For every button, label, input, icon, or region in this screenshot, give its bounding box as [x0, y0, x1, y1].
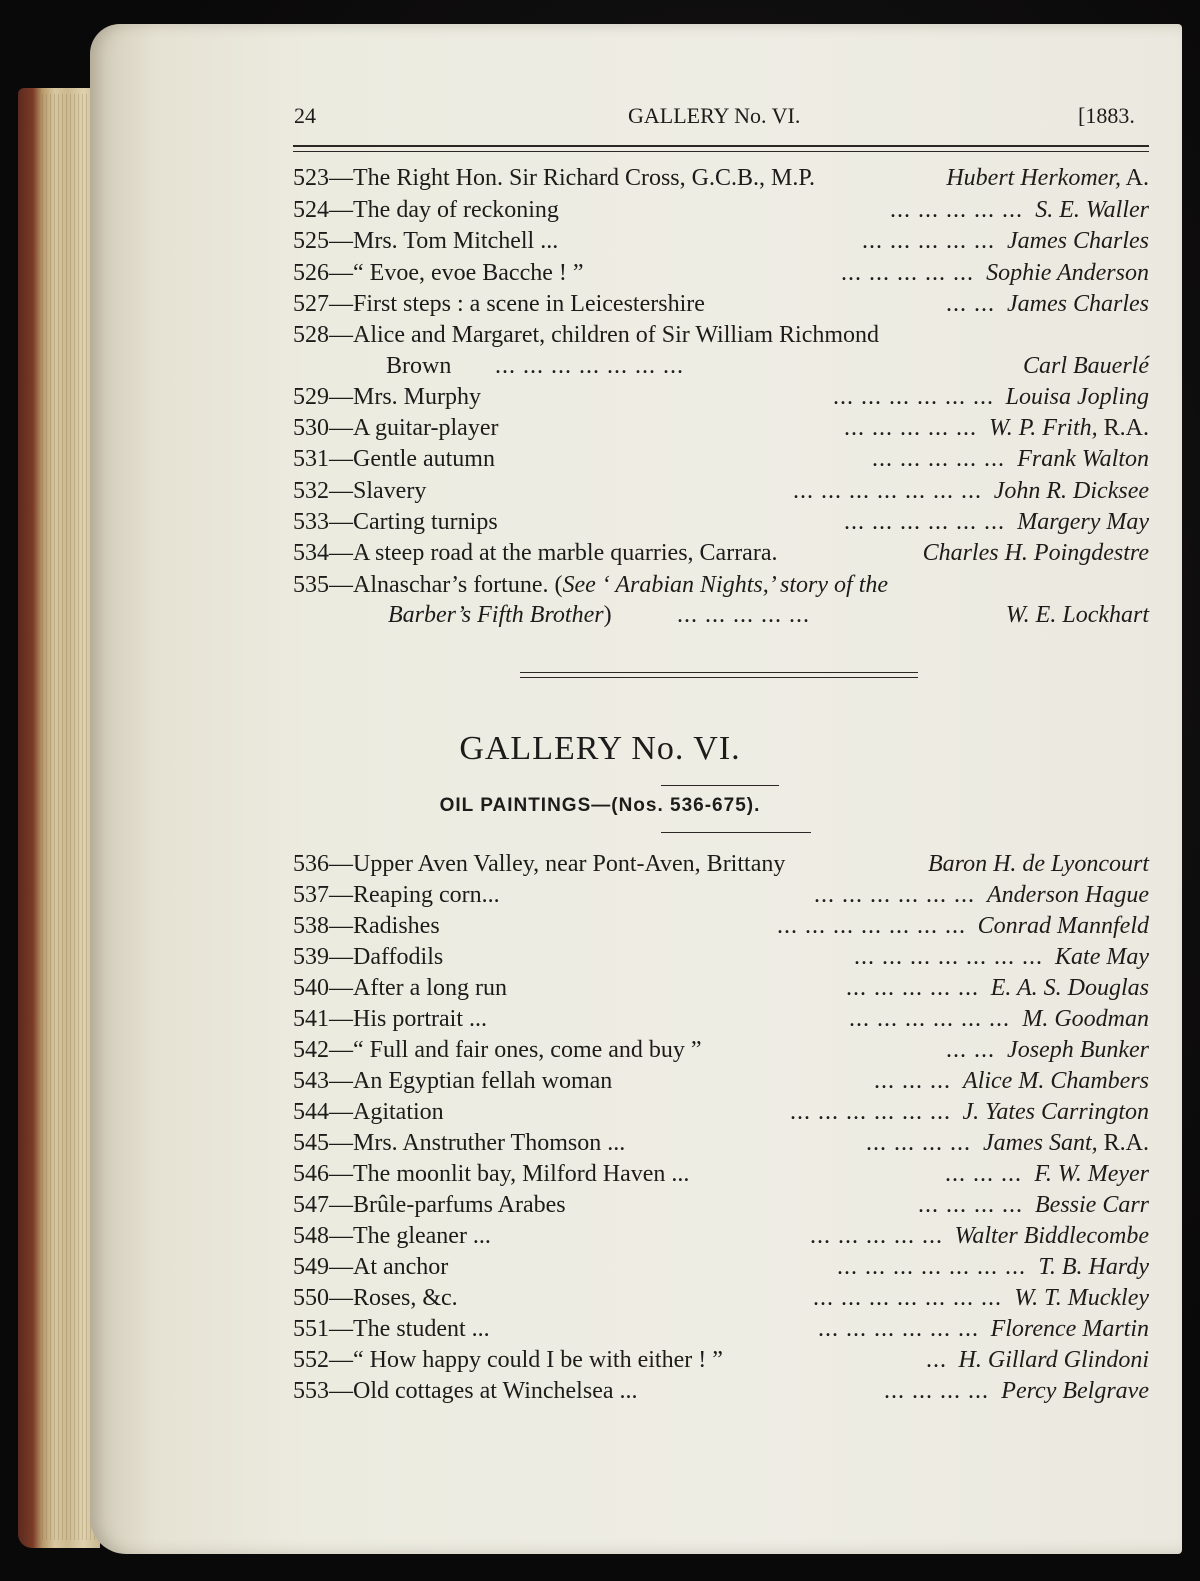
entry-number: 539	[293, 944, 329, 970]
entry-artist	[991, 1316, 1149, 1343]
artist-name: M. Goodman	[1022, 1006, 1149, 1032]
entry-row	[293, 1099, 1149, 1129]
entry-number: 525	[293, 228, 329, 254]
entry-lead: 537—Reaping corn...	[293, 882, 500, 908]
entry-title: Brûle-parfums Arabes	[353, 1192, 566, 1218]
entry-number: 537	[293, 882, 329, 908]
entry-number: 542	[293, 1037, 329, 1063]
entry-row	[293, 1006, 1149, 1036]
entry-row	[293, 1254, 1149, 1284]
artist-name: James Sant,	[983, 1130, 1098, 1156]
entry-artist	[1035, 1192, 1149, 1219]
entry-lead: 525—Mrs. Tom Mitchell ...	[293, 228, 559, 254]
entry-number: 529	[293, 384, 329, 410]
entry-lead: 533—Carting turnips	[293, 508, 498, 535]
entry-title: At anchor	[353, 1254, 449, 1280]
entry-title: “ Evoe, evoe Bacche ! ”	[353, 259, 584, 286]
entry-artist	[1007, 228, 1149, 255]
entry-title: Mrs. Murphy	[353, 384, 482, 410]
leader-dots: ... ... ... ... ... ...	[849, 1006, 1010, 1032]
leader-dots: ... ... ... ...	[866, 1130, 971, 1156]
entry-lead: 553—Old cottages at Winchelsea ...	[293, 1378, 638, 1404]
entry-title: Reaping corn...	[353, 882, 500, 908]
entry-row	[293, 1316, 1149, 1346]
entry-title: Alnaschar’s fortune. (	[353, 572, 563, 598]
section-subtitle: OIL PAINTINGS—(Nos. 536-675).	[439, 795, 761, 816]
entry-artist	[955, 1223, 1149, 1250]
entry-number: 543	[293, 1068, 329, 1094]
leader-dots: ... ... ... ... ... ... ...	[813, 1285, 1002, 1311]
leader-dots: ... ... ... ... ...	[810, 1223, 943, 1249]
artist-name: W. T. Muckley	[1014, 1285, 1149, 1311]
entry-row	[293, 291, 1149, 321]
artist-name: Alice M. Chambers	[963, 1068, 1149, 1094]
entry-number: 552	[293, 1347, 329, 1373]
subtitle-underline	[661, 832, 811, 833]
entry-number: 530	[293, 415, 329, 442]
entry-title: Old cottages at Winchelsea ...	[353, 1378, 638, 1404]
entry-lead: 529—Mrs. Murphy	[293, 384, 482, 410]
leader-dots: ... ... ... ... ... ...	[844, 508, 1005, 535]
entry-title-close: )	[603, 602, 612, 628]
entry-number: 547	[293, 1192, 329, 1218]
leader-dots: ... ... ... ... ...	[846, 975, 979, 1001]
header-rule-top	[293, 145, 1149, 147]
artist-name: Margery May	[1017, 508, 1149, 535]
entry-row	[293, 1161, 1149, 1191]
entry-lead: 532—Slavery	[293, 477, 427, 504]
leader-dots: ... ... ...	[874, 1068, 951, 1094]
entry-number: 532	[293, 477, 329, 504]
leader-dots: ... ...	[946, 1037, 995, 1063]
entry-lead: 548—The gleaner ...	[293, 1223, 491, 1249]
entry-title: Daffodils	[353, 944, 444, 970]
entry-lead: 538—Radishes	[293, 913, 440, 939]
entry-row	[293, 165, 1149, 195]
entry-title: The day of reckoning	[353, 196, 559, 223]
artist-name: John R. Dicksee	[993, 477, 1149, 504]
leader-dots: ... ... ... ...	[884, 1378, 989, 1404]
section-divider-top	[520, 672, 918, 673]
entry-lead: 540—After a long run	[293, 975, 507, 1001]
entry-number: 541	[293, 1006, 329, 1032]
entry-artist	[1035, 197, 1149, 224]
entry-title: The Right Hon. Sir Richard Cross, G.C.B., M.P.	[353, 165, 816, 191]
entry-artist	[1001, 1378, 1149, 1405]
entry-535-line1: 535—Alnaschar’s fortune. (See ‘ Arabian Nights,’ story of the	[293, 572, 889, 598]
section-title: GALLERY No. VI.	[459, 730, 741, 767]
entry-row	[293, 228, 1149, 258]
entry-title: “ Full and fair ones, come and buy ”	[353, 1037, 702, 1063]
entry-artist	[1007, 1037, 1149, 1064]
artist-name: Sophie Anderson	[986, 259, 1149, 286]
entry-number: 545	[293, 1130, 329, 1156]
artist-name: Joseph Bunker	[1007, 1037, 1149, 1063]
entry-artist	[1017, 446, 1149, 473]
entry-number: 546	[293, 1161, 329, 1187]
entry-artist	[1055, 944, 1149, 971]
entry-title: Carting turnips	[353, 508, 498, 535]
entry-row	[293, 1068, 1149, 1098]
entry-artist	[1038, 1254, 1149, 1281]
entry-lead: 550—Roses, &c.	[293, 1285, 458, 1311]
entry-row	[293, 1130, 1149, 1160]
entry-artist	[1022, 1006, 1149, 1033]
entry-row	[293, 1285, 1149, 1315]
entry-artist	[994, 478, 1149, 505]
entry-artist	[987, 882, 1149, 909]
entry-artist	[1014, 1285, 1149, 1312]
entry-lead: 539—Daffodils	[293, 944, 444, 970]
header-rule-bottom	[293, 151, 1149, 152]
artist-name: Percy Belgrave	[1001, 1378, 1149, 1404]
entry-artist	[963, 1068, 1149, 1095]
leader-dots: ... ... ... ... ... ... ...	[495, 353, 684, 379]
entry-title: “ How happy could I be with either ! ”	[353, 1347, 723, 1373]
running-title: GALLERY No. VI.	[628, 103, 801, 128]
entry-artist	[928, 851, 1149, 878]
entry-lead: 544—Agitation	[293, 1099, 444, 1125]
leader-dots: ... ...	[946, 291, 995, 317]
entry-row	[293, 882, 1149, 912]
leader-dots: ... ... ... ... ...	[841, 259, 974, 286]
entry-row	[293, 509, 1149, 539]
entry-number: 524	[293, 196, 329, 223]
entry-lead: 552—“ How happy could I be with either ! ”	[293, 1347, 723, 1373]
entry-number: 549	[293, 1254, 329, 1280]
entry-number: 528	[293, 322, 329, 348]
entry-title: His portrait ...	[353, 1006, 487, 1032]
leader-dots: ... ... ... ... ... ... ...	[854, 944, 1043, 970]
entry-row	[293, 540, 1149, 570]
leader-dots: ... ... ... ... ... ...	[790, 1099, 951, 1125]
section-divider-bottom	[520, 677, 918, 678]
entry-number: 550	[293, 1285, 329, 1311]
entry-row	[293, 260, 1149, 290]
entry-artist	[989, 415, 1149, 442]
entry-title: Mrs. Tom Mitchell ...	[353, 228, 559, 254]
entry-artist	[946, 165, 1149, 192]
entry-row	[293, 384, 1149, 414]
entry-lead: 547—Brûle-parfums Arabes	[293, 1192, 566, 1218]
artist-name: F. W. Meyer	[1034, 1161, 1149, 1187]
entry-lead: 531—Gentle autumn	[293, 446, 495, 473]
leader-dots: ... ... ... ... ... ... ...	[837, 1254, 1026, 1280]
entry-artist	[1034, 1161, 1149, 1188]
entry-title: The moonlit bay, Milford Haven ...	[353, 1161, 690, 1187]
leader-dots: ... ... ... ... ... ...	[814, 882, 975, 908]
entry-title: The student ...	[353, 1316, 490, 1342]
leader-dots: ... ... ...	[945, 1161, 1022, 1187]
leader-dots: ... ... ... ... ... ... ...	[777, 913, 966, 939]
page-year: [1883.	[1078, 103, 1135, 128]
entry-number: 536	[293, 851, 329, 877]
leader-dots: ... ... ... ...	[918, 1192, 1023, 1218]
entry-lead: 542—“ Full and fair ones, come and buy ”	[293, 1037, 702, 1063]
artist-name: Louisa Jopling	[1005, 384, 1149, 410]
entry-title: A guitar-player	[353, 415, 499, 442]
entry-lead: 549—At anchor	[293, 1254, 449, 1280]
entry-title: Slavery	[353, 477, 427, 504]
artist-name: T. B. Hardy	[1038, 1254, 1149, 1280]
leader-dots: ... ... ... ... ...	[844, 415, 977, 442]
entry-lead: 543—An Egyptian fellah woman	[293, 1068, 613, 1094]
page-number: 24	[294, 103, 316, 128]
entry-row	[293, 1223, 1149, 1253]
entry-number: 533	[293, 508, 329, 535]
leader-dots: ... ... ... ... ...	[890, 196, 1023, 223]
entry-row	[293, 913, 1149, 943]
entry-528-line2	[293, 353, 1149, 383]
entry-number: 534	[293, 540, 329, 566]
entry-row	[293, 944, 1149, 974]
entry-title-continued: Brown	[386, 353, 452, 379]
entry-title: First steps : a scene in Leicestershire	[353, 291, 705, 317]
artist-name: Hubert Herkomer,	[946, 165, 1121, 191]
entry-artist	[963, 1099, 1149, 1126]
entry-row	[293, 446, 1149, 476]
entry-title: Mrs. Anstruther Thomson ...	[353, 1130, 626, 1156]
entry-number: 544	[293, 1099, 329, 1125]
artist-name: J. Yates Carrington	[962, 1099, 1149, 1125]
leader-dots: ... ... ... ... ... ...	[818, 1316, 979, 1342]
entry-lead: 526—“ Evoe, evoe Bacche ! ”	[293, 259, 584, 286]
entry-title: Gentle autumn	[353, 446, 495, 473]
artist-name: James Charles	[1007, 291, 1149, 317]
entry-title: Alice and Margaret, children of Sir William Richmond	[353, 322, 880, 348]
entry-number: 551	[293, 1316, 329, 1342]
artist-name: Conrad Mannfeld	[977, 913, 1149, 939]
entry-artist	[1007, 291, 1149, 318]
entry-row	[293, 1037, 1149, 1067]
entry-lead: 541—His portrait ...	[293, 1006, 487, 1032]
artist-suffix: R.A.	[1097, 415, 1149, 442]
artist-name: Anderson Hague	[987, 882, 1149, 908]
leader-dots: ... ... ... ... ...	[862, 228, 995, 254]
artist-name: H. Gillard Glindoni	[958, 1347, 1149, 1373]
entry-row	[293, 478, 1149, 508]
entry-number: 538	[293, 913, 329, 939]
entry-title: Upper Aven Valley, near Pont-Aven, Brittany	[353, 851, 786, 877]
entry-lead: 546—The moonlit bay, Milford Haven ...	[293, 1161, 690, 1187]
entry-artist	[1017, 509, 1149, 536]
entry-title: Radishes	[353, 913, 440, 939]
entry-artist: Carl Bauerlé	[1023, 353, 1149, 379]
entry-row	[293, 197, 1149, 227]
entry-number: 523	[293, 165, 329, 191]
entry-number: 526	[293, 259, 329, 286]
leader-dots: ... ... ... ... ... ... ...	[793, 477, 982, 504]
artist-name: Baron H. de Lyoncourt	[927, 851, 1149, 877]
entry-artist	[986, 260, 1149, 287]
artist-name: James Charles	[1007, 228, 1149, 254]
entry-lead: 545—Mrs. Anstruther Thomson ...	[293, 1130, 626, 1156]
entry-artist	[978, 913, 1149, 940]
entry-title: Roses, &c.	[353, 1285, 458, 1311]
entry-lead: 536—Upper Aven Valley, near Pont-Aven, Brittany	[293, 851, 786, 877]
entry-artist	[983, 1130, 1149, 1157]
artist-name: W. P. Frith,	[988, 415, 1098, 442]
entry-title-continued	[388, 602, 612, 629]
artist-suffix: A.	[1120, 165, 1149, 191]
entry-lead: 524—The day of reckoning	[293, 196, 559, 223]
artist-name: S. E. Waller	[1035, 196, 1149, 223]
entry-528-line1: 528—Alice and Margaret, children of Sir William Richmond	[293, 322, 880, 348]
artist-name: Bessie Carr	[1035, 1192, 1149, 1218]
entry-lead: 523—The Right Hon. Sir Richard Cross, G.C.B., M.P.	[293, 165, 816, 191]
entry-artist	[923, 540, 1149, 567]
entry-number: 531	[293, 446, 329, 473]
entry-row	[293, 1192, 1149, 1222]
entry-535-line2	[293, 602, 1149, 632]
entry-number: 535	[293, 572, 329, 598]
entry-number: 527	[293, 291, 329, 317]
entry-title: Agitation	[353, 1099, 444, 1125]
artist-suffix: R.A.	[1097, 1130, 1149, 1156]
entry-row	[293, 1378, 1149, 1408]
artist-name: E. A. S. Douglas	[990, 975, 1149, 1001]
entry-title-note: See ‘ Arabian Nights,’ story of the	[562, 572, 889, 598]
entry-lead: 551—The student ...	[293, 1316, 490, 1342]
entry-title-note-continued: Barber’s Fifth Brother	[388, 602, 604, 628]
entry-row	[293, 851, 1149, 881]
entry-row	[293, 1347, 1149, 1377]
entry-title: An Egyptian fellah woman	[353, 1068, 613, 1094]
entry-title: A steep road at the marble quarries, Carrara.	[353, 540, 778, 566]
entry-lead: 530—A guitar-player	[293, 415, 499, 442]
entry-row	[293, 415, 1149, 445]
entry-title: After a long run	[353, 975, 507, 1001]
entry-lead: 534—A steep road at the marble quarries, Carrara.	[293, 540, 778, 566]
entry-artist	[991, 975, 1149, 1002]
entry-number: 540	[293, 975, 329, 1001]
leader-dots: ... ... ... ... ... ...	[833, 384, 994, 410]
artist-name: Walter Biddlecombe	[954, 1223, 1149, 1249]
entry-artist	[959, 1347, 1149, 1374]
entry-row	[293, 975, 1149, 1005]
entry-title: The gleaner ...	[353, 1223, 491, 1249]
title-underline	[661, 785, 779, 786]
leader-dots: ... ... ... ... ...	[677, 602, 810, 628]
entry-artist	[1006, 384, 1149, 411]
entry-number: 548	[293, 1223, 329, 1249]
entry-lead: 527—First steps : a scene in Leicestershire	[293, 291, 705, 317]
entry-number: 553	[293, 1378, 329, 1404]
artist-name: Kate May	[1055, 944, 1149, 970]
entry-artist: W. E. Lockhart	[1005, 602, 1149, 628]
artist-name: Florence Martin	[990, 1316, 1149, 1342]
leader-dots: ...	[926, 1347, 947, 1373]
leader-dots: ... ... ... ... ...	[872, 446, 1005, 473]
artist-name: Charles H. Poingdestre	[922, 540, 1149, 566]
artist-name: Frank Walton	[1017, 446, 1149, 473]
